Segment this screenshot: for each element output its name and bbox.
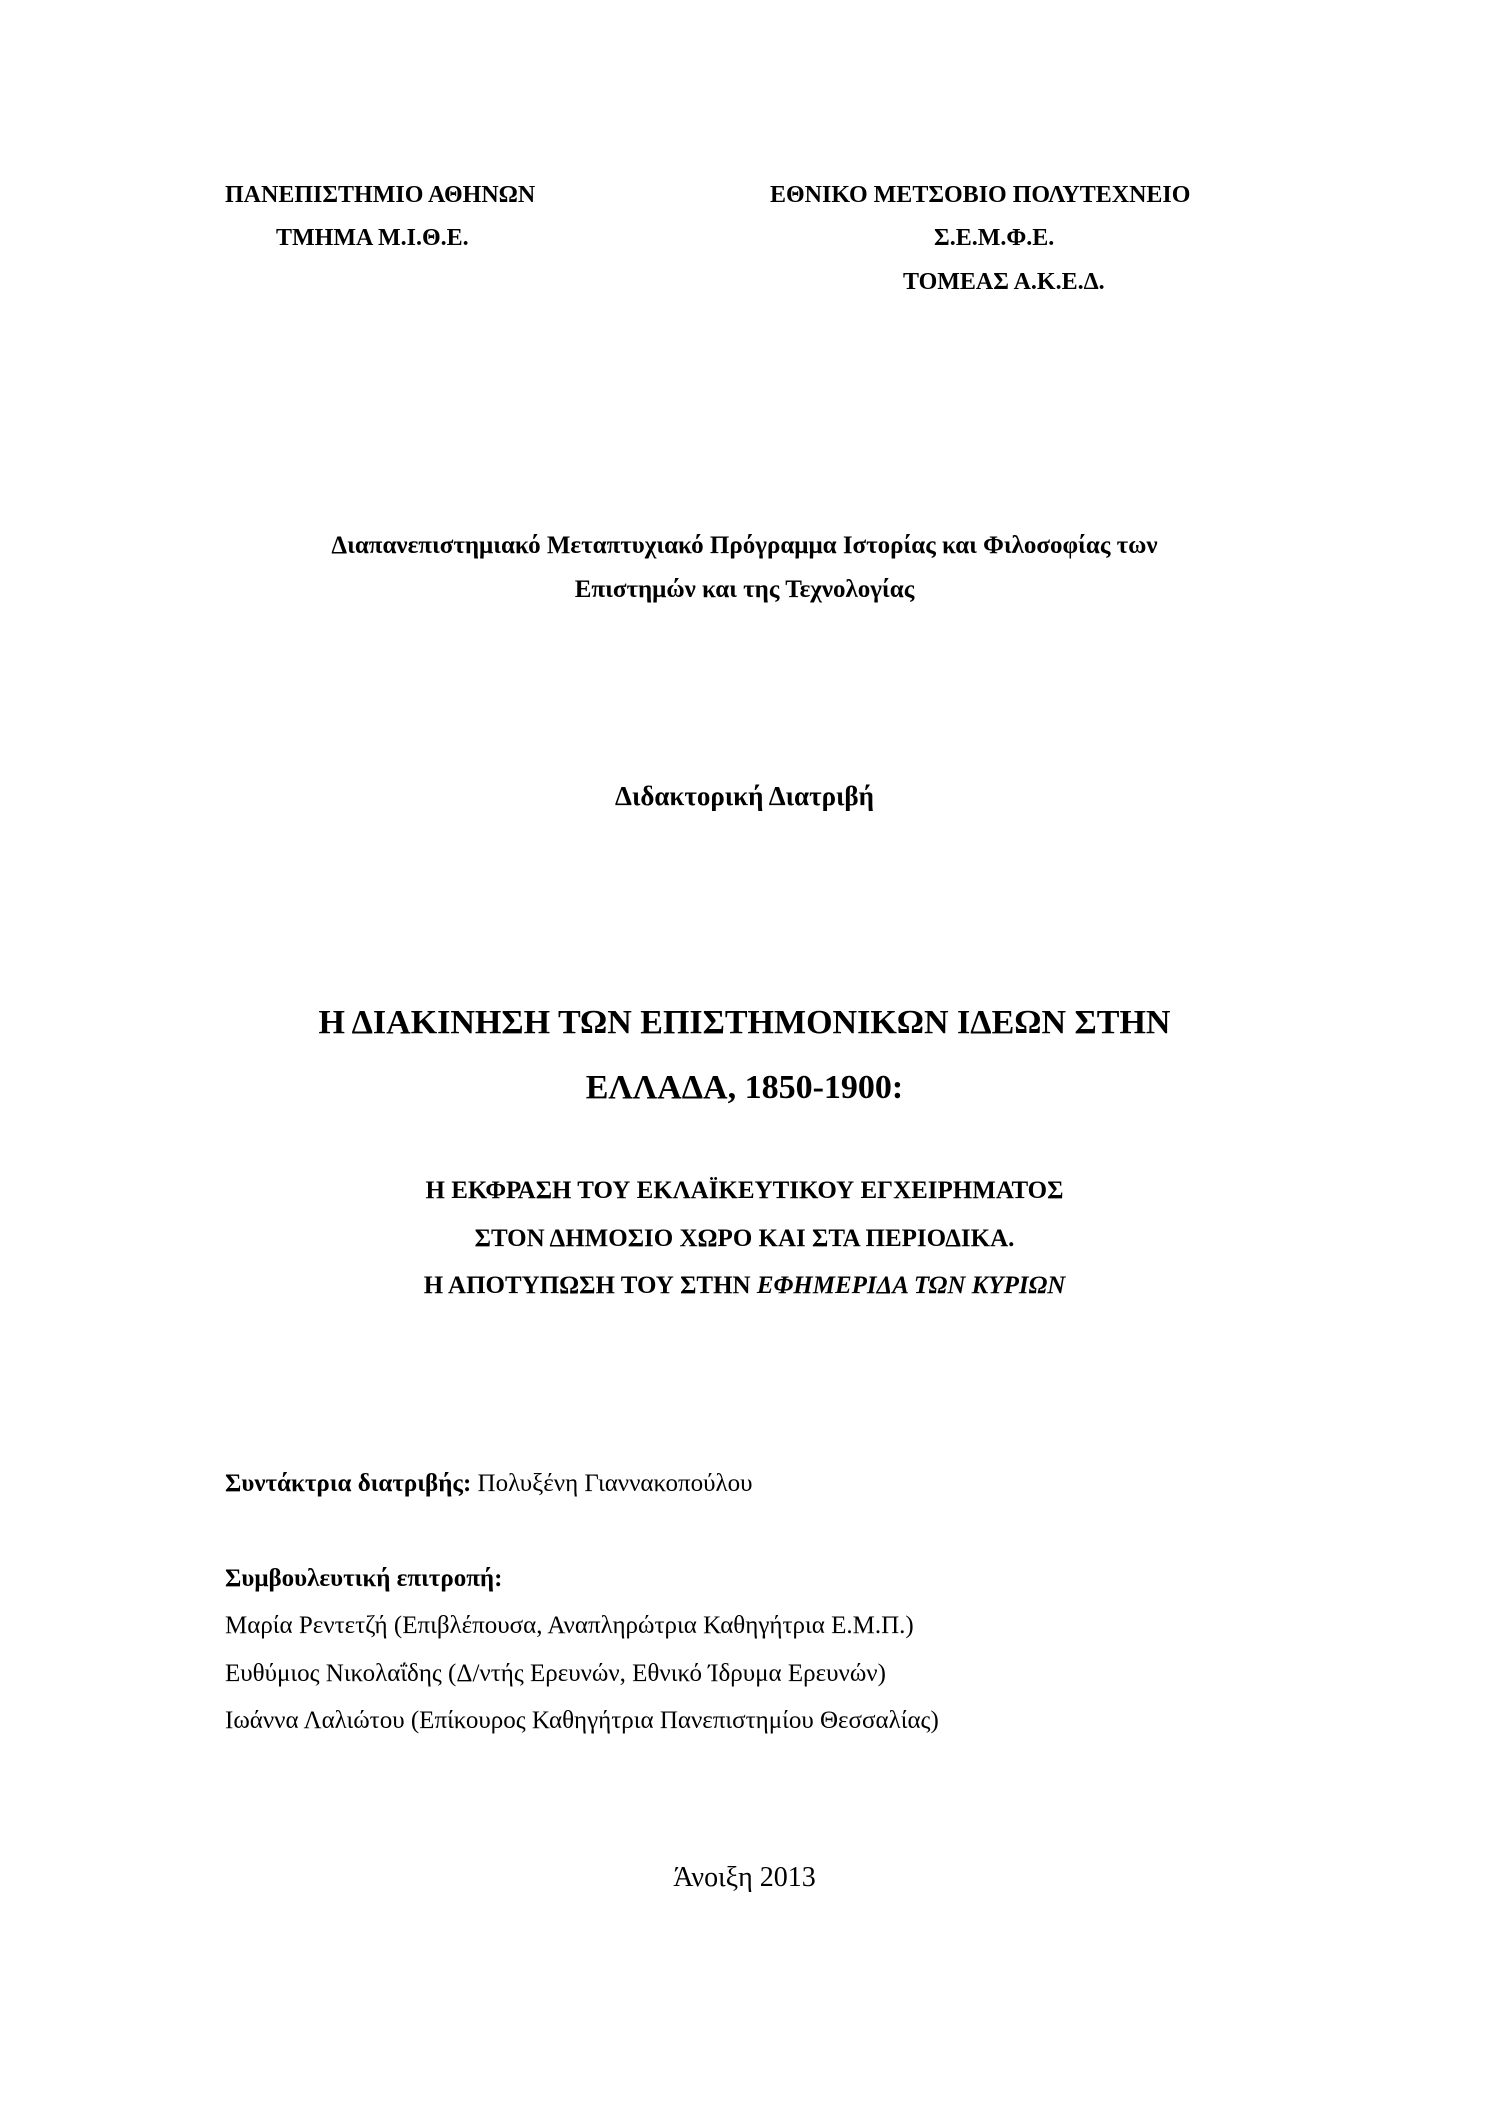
committee-member: Ιωάννα Λαλιώτου (Επίκουρος Καθηγήτρια Πανεπιστημίου Θεσσαλίας) — [225, 1707, 939, 1734]
date: Άνοιξη 2013 — [673, 1862, 816, 1893]
university-ntua: ΕΘΝΙΚΟ ΜΕΤΣΟΒΙΟ ΠΟΛΥΤΕΧΝΕΙΟ — [770, 182, 1191, 208]
committee-member: Ευθύμιος Νικολαΐδης (Δ/ντής Ερευνών, Εθνικό Ίδρυμα Ερευνών) — [225, 1660, 886, 1687]
university-athens: ΠΑΝΕΠΙΣΤΗΜΙΟ ΑΘΗΝΩΝ — [225, 182, 536, 208]
subtitle-line-3 — [0, 1272, 1489, 1300]
school-semfe: Σ.Ε.Μ.Φ.Ε. — [934, 225, 1055, 251]
program-line-1: Διαπανεπιστημιακό Μεταπτυχιακό Πρόγραμμα Ιστορίας και Φιλοσοφίας των — [331, 532, 1158, 559]
title-line-1: Η ΔΙΑΚΙΝΗΣΗ ΤΩΝ ΕΠΙΣΤΗΜΟΝΙΚΩΝ ΙΔΕΩΝ ΣΤΗΝ — [318, 1004, 1171, 1041]
committee-label: Συμβουλευτική επιτροπή: — [225, 1565, 503, 1592]
title-line-2: ΕΛΛΑΔΑ, 1850-1900: — [585, 1069, 904, 1106]
subtitle-line-1: Η ΕΚΦΡΑΣΗ ΤΟΥ ΕΚΛΑΪΚΕΥΤΙΚΟΥ ΕΓΧΕΙΡΗΜΑΤΟΣ — [425, 1177, 1064, 1204]
document-type: Διδακτορική Διατριβή — [615, 781, 874, 811]
newspaper-title: ΕΦΗΜΕΡΙΔΑ ΤΩΝ ΚΥΡΙΩΝ — [756, 1272, 1066, 1299]
department-mithe: ΤΜΗΜΑ Μ.Ι.Θ.Ε. — [276, 225, 469, 251]
author-line — [225, 1470, 753, 1498]
sector-aked: ΤΟΜΕΑΣ Α.Κ.Ε.Δ. — [903, 269, 1105, 295]
author-name: Πολυξένη Γιαννακοπούλου — [471, 1470, 753, 1497]
program-line-2: Επιστημών και της Τεχνολογίας — [574, 576, 915, 603]
subtitle-line-2: ΣΤΟΝ ΔΗΜΟΣΙΟ ΧΩΡΟ ΚΑΙ ΣΤΑ ΠΕΡΙΟΔΙΚΑ. — [474, 1225, 1015, 1252]
subtitle-line-3-prefix: Η ΑΠΟΤΥΠΩΣΗ ΤΟΥ ΣΤΗΝ — [423, 1272, 757, 1299]
committee-member: Μαρία Ρεντετζή (Επιβλέπουσα, Αναπληρώτρια Καθηγήτρια Ε.Μ.Π.) — [225, 1612, 914, 1639]
author-label: Συντάκτρια διατριβής: — [225, 1470, 472, 1497]
